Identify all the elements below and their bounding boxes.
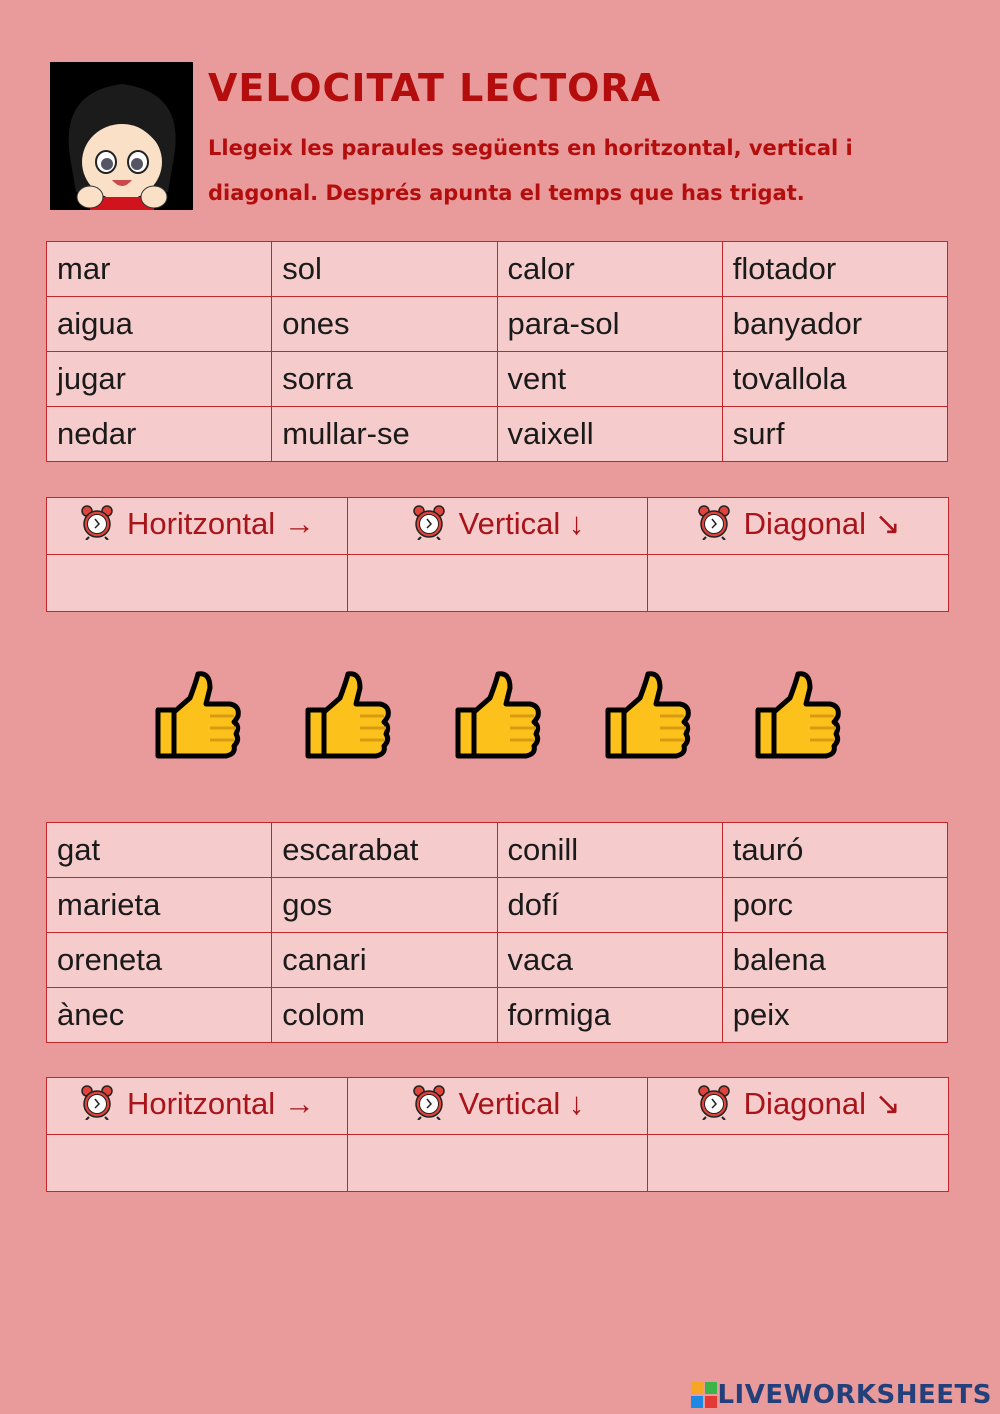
timer-header-horizontal: Horitzontal →	[47, 1078, 348, 1135]
alarm-clock-icon	[79, 1084, 115, 1128]
alarm-clock-icon	[696, 504, 732, 548]
word-cell: dofí	[497, 878, 722, 933]
table-row	[47, 242, 948, 297]
thumbs-up-icon[interactable]	[450, 668, 545, 763]
word-cell: balena	[722, 933, 947, 988]
timer-header-horizontal: Horitzontal →	[47, 498, 348, 555]
word-cell: conill	[497, 823, 722, 878]
table-row	[47, 933, 948, 988]
thumbs-rating	[150, 668, 850, 763]
liveworksheets-logo	[691, 1380, 992, 1410]
word-cell: sol	[272, 242, 497, 297]
timer-header-row	[47, 1078, 949, 1135]
time-input-diagonal[interactable]	[648, 555, 949, 612]
time-input-vertical[interactable]	[347, 1135, 648, 1192]
time-input-vertical[interactable]	[347, 555, 648, 612]
word-table-animals	[46, 822, 948, 1043]
thumbs-up-icon[interactable]	[150, 668, 245, 763]
table-row	[47, 988, 948, 1043]
word-cell: mar	[47, 242, 272, 297]
word-cell: escarabat	[272, 823, 497, 878]
word-cell: aigua	[47, 297, 272, 352]
word-cell: tauró	[722, 823, 947, 878]
thumbs-up-icon[interactable]	[600, 668, 695, 763]
word-cell: tovallola	[722, 352, 947, 407]
page-title: VELOCITAT LECTORA	[208, 66, 662, 110]
thumbs-up-icon[interactable]	[300, 668, 395, 763]
word-cell: formiga	[497, 988, 722, 1043]
alarm-clock-icon	[696, 1084, 732, 1128]
timer-header-vertical: Vertical ↓	[347, 498, 648, 555]
timer-table-2	[46, 1077, 949, 1192]
timer-header-row	[47, 498, 949, 555]
word-table-beach	[46, 241, 948, 462]
alarm-clock-icon	[411, 504, 447, 548]
timer-header-diagonal: Diagonal ↘	[648, 498, 949, 555]
timer-table-1	[46, 497, 949, 612]
alarm-clock-icon	[79, 504, 115, 548]
word-cell: porc	[722, 878, 947, 933]
table-row	[47, 407, 948, 462]
timer-input-row	[47, 1135, 949, 1192]
word-cell: gat	[47, 823, 272, 878]
word-cell: colom	[272, 988, 497, 1043]
word-cell: banyador	[722, 297, 947, 352]
table-row	[47, 297, 948, 352]
table-row	[47, 878, 948, 933]
word-cell: vaca	[497, 933, 722, 988]
table-row	[47, 352, 948, 407]
time-input-diagonal[interactable]	[648, 1135, 949, 1192]
timer-header-vertical: Vertical ↓	[347, 1078, 648, 1135]
word-cell: surf	[722, 407, 947, 462]
timer-header-diagonal: Diagonal ↘	[648, 1078, 949, 1135]
word-cell: canari	[272, 933, 497, 988]
girl-avatar-icon	[50, 62, 193, 210]
avatar	[50, 62, 193, 210]
word-cell: ànec	[47, 988, 272, 1043]
word-cell: sorra	[272, 352, 497, 407]
word-cell: peix	[722, 988, 947, 1043]
word-cell: mullar-se	[272, 407, 497, 462]
alarm-clock-icon	[411, 1084, 447, 1128]
word-cell: ones	[272, 297, 497, 352]
time-input-horizontal[interactable]	[47, 555, 348, 612]
word-cell: para-sol	[497, 297, 722, 352]
word-cell: nedar	[47, 407, 272, 462]
word-cell: marieta	[47, 878, 272, 933]
time-input-horizontal[interactable]	[47, 1135, 348, 1192]
instructions-text: Llegeix les paraules següents en horitzontal, vertical i diagonal. Després apunta el temps que has trigat.	[208, 136, 853, 205]
thumbs-up-icon[interactable]	[750, 668, 845, 763]
table-row	[47, 823, 948, 878]
liveworksheets-logo-icon	[691, 1382, 717, 1408]
word-cell: oreneta	[47, 933, 272, 988]
word-cell: gos	[272, 878, 497, 933]
timer-input-row	[47, 555, 949, 612]
logo-text: LIVEWORKSHEETS	[717, 1380, 992, 1410]
word-cell: vaixell	[497, 407, 722, 462]
word-cell: jugar	[47, 352, 272, 407]
word-cell: calor	[497, 242, 722, 297]
word-cell: vent	[497, 352, 722, 407]
word-cell: flotador	[722, 242, 947, 297]
